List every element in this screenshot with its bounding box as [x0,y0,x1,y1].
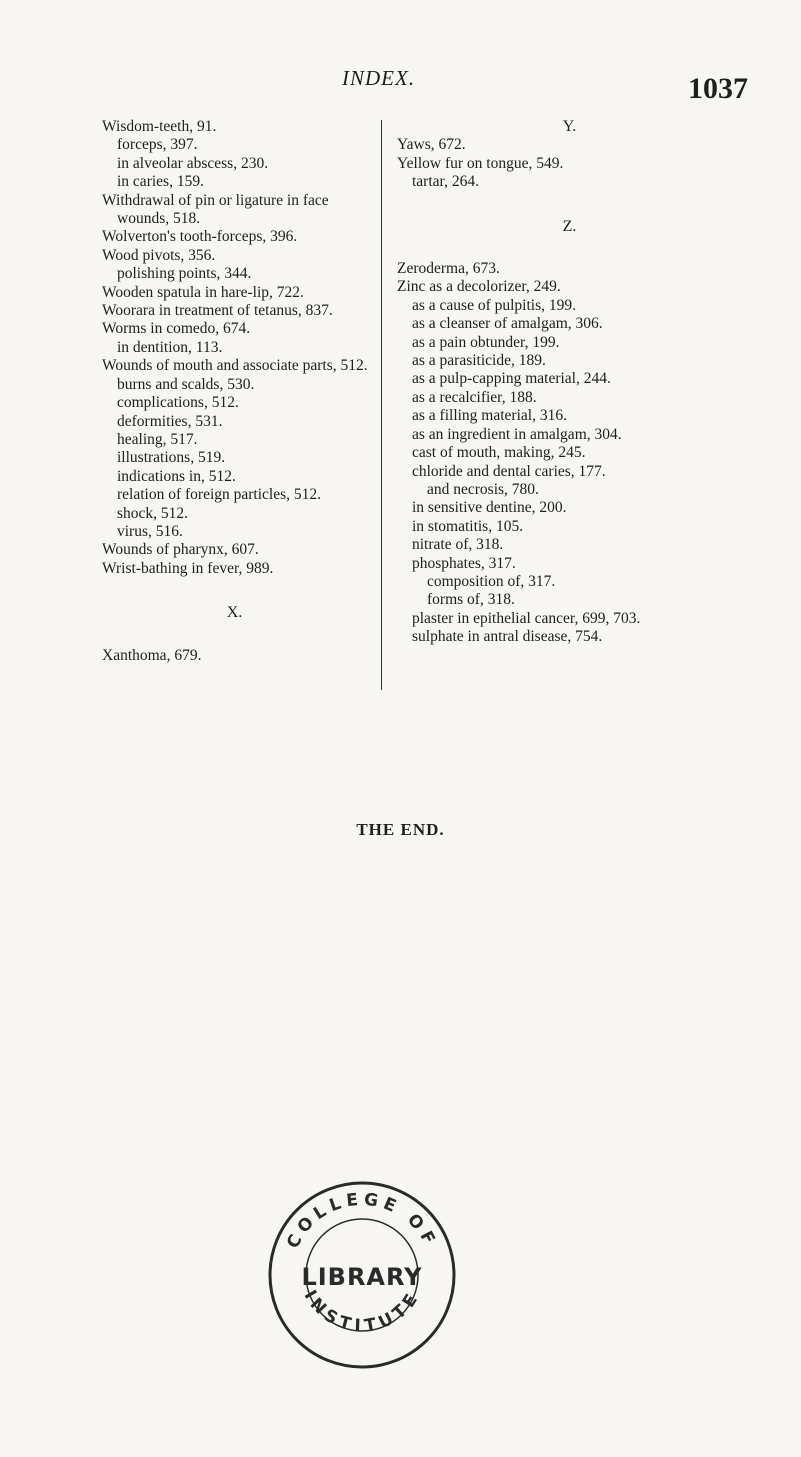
index-entry-text: complications, 512. [117,394,239,412]
index-entry-text: and necrosis, 780. [427,480,539,498]
index-entry [397,610,742,628]
index-entry [397,481,742,499]
index-entry [102,247,367,265]
index-entry-text: plaster in epithelial cancer, 699, 703. [412,609,641,627]
index-entry [397,426,742,444]
index-entry [397,352,742,370]
index-entry-text: composition of, 317. [427,572,556,590]
index-entry [102,647,367,665]
index-entry [102,449,367,467]
index-entry-text: Withdrawal of pin or ligature in face [102,191,329,209]
index-entry [102,505,367,523]
index-entry-text: Yellow fur on tongue, 549. [397,154,564,172]
index-entry [397,463,742,481]
index-entry [102,486,367,504]
index-entry [102,192,367,229]
index-entry-text: as a pain obtunder, 199. [412,333,560,351]
index-entry [397,591,742,609]
right-index-column [397,118,742,647]
page-header [0,66,801,106]
section-letter: Y. [562,118,577,135]
index-entry-text: Wounds of mouth and associate parts, 512. [102,357,368,375]
index-entry [102,155,367,173]
index-entry-text: Yaws, 672. [397,136,466,154]
index-entry-text: forceps, 397. [117,136,198,154]
index-entry-text: in caries, 159. [117,173,204,191]
index-entry-text: Wood pivots, 356. [102,246,216,264]
index-entry [102,413,367,431]
index-entry-text: phosphates, 317. [412,554,516,572]
index-entry [397,136,742,154]
index-entry-text: Wolverton's tooth-forceps, 396. [102,228,298,246]
index-entry-text: relation of foreign particles, 512. [117,486,322,504]
page-number: 1037 [688,72,748,105]
index-entry-text: indications in, 512. [117,467,236,485]
index-entry [102,376,367,394]
section-letter: X. [226,604,243,622]
index-entry [397,334,742,352]
index-entry [397,370,742,388]
index-entry [102,118,367,136]
index-entry [102,228,367,246]
index-entry [102,284,367,302]
index-entry [397,628,742,646]
index-entry [102,523,367,541]
index-entry [397,555,742,573]
index-entry [102,468,367,486]
index-entry [397,518,742,536]
index-entry [102,136,367,154]
index-entry-text: healing, 517. [117,430,198,448]
index-entry-text: as an ingredient in amalgam, 304. [412,425,622,443]
index-entry-text: nitrate of, 318. [412,536,504,554]
index-entry-text: as a cleanser of amalgam, 306. [412,315,603,333]
column-divider [381,120,382,690]
index-entry-text: as a recalcifier, 188. [412,388,537,406]
index-entry [397,536,742,554]
stamp-label: LIBRARY [301,1263,423,1291]
index-entry-text: Zinc as a decolorizer, 249. [397,278,561,296]
index-entry [397,297,742,315]
index-entry-text: cast of mouth, making, 245. [412,444,586,462]
index-entry-text: shock, 512. [117,504,189,522]
index-entry [102,173,367,191]
index-entry-text: as a parasiticide, 189. [412,352,546,370]
section-letter: Z. [562,217,577,235]
index-entry-text: Woorara in treatment of tetanus, 837. [102,302,333,320]
index-entry [397,315,742,333]
svg-text:COLLEGE OF: COLLEGE OF [283,1189,441,1252]
index-entry-text: in alveolar abscess, 230. [117,154,269,172]
index-entry-text: Wisdom-teeth, 91. [102,118,217,135]
index-entry-text: Xanthoma, 679. [102,646,202,664]
index-entry-text: Zeroderma, 673. [397,260,500,278]
index-entry [102,302,367,320]
index-entry [102,431,367,449]
index-entry [397,260,742,278]
index-entry [397,407,742,425]
index-entry-text: in stomatitis, 105. [412,517,524,535]
index-entry [102,560,367,578]
index-entry [102,357,367,375]
index-entry-text: polishing points, 344. [117,265,252,283]
index-entry-text: as a filling material, 316. [412,407,567,425]
index-entry [102,541,367,559]
index-entry-continuation: wounds, 518. [117,210,201,228]
index-entry [102,339,367,357]
index-entry [102,394,367,412]
index-entry-text: in sensitive dentine, 200. [412,499,567,517]
left-index-column [102,118,367,665]
index-entry-text: forms of, 318. [427,591,515,609]
index-entry [102,265,367,283]
library-stamp [262,1175,462,1375]
the-end-text: THE END. [356,820,445,839]
index-entry-text: sulphate in antral disease, 754. [412,628,603,646]
index-entry-text: as a cause of pulpitis, 199. [412,296,577,314]
index-entry-text: as a pulp-capping material, 244. [412,370,611,388]
index-entry [397,444,742,462]
index-entry [397,278,742,296]
index-entry-text: Worms in comedo, 674. [102,320,251,338]
index-entry-text: in dentition, 113. [117,338,223,356]
index-entry-text: Wrist-bathing in fever, 989. [102,559,274,577]
index-entry-text: burns and scalds, 530. [117,375,255,393]
index-entry-text: Wooden spatula in hare-lip, 722. [102,283,304,301]
svg-text:INSTITUTE: INSTITUTE [299,1286,425,1337]
index-entry [397,499,742,517]
index-entry-text: tartar, 264. [412,173,479,191]
index-entry-text: virus, 516. [117,522,183,540]
index-entry [397,173,742,191]
index-entry [397,389,742,407]
index-entry [397,155,742,173]
index-entry-text: chloride and dental caries, 177. [412,462,606,480]
index-entry-text: illustrations, 519. [117,449,226,467]
index-entry [102,320,367,338]
index-entry-text: Wounds of pharynx, 607. [102,541,259,559]
running-head: INDEX. [342,66,416,90]
index-entry-text: deformities, 531. [117,412,223,430]
index-entry [397,573,742,591]
